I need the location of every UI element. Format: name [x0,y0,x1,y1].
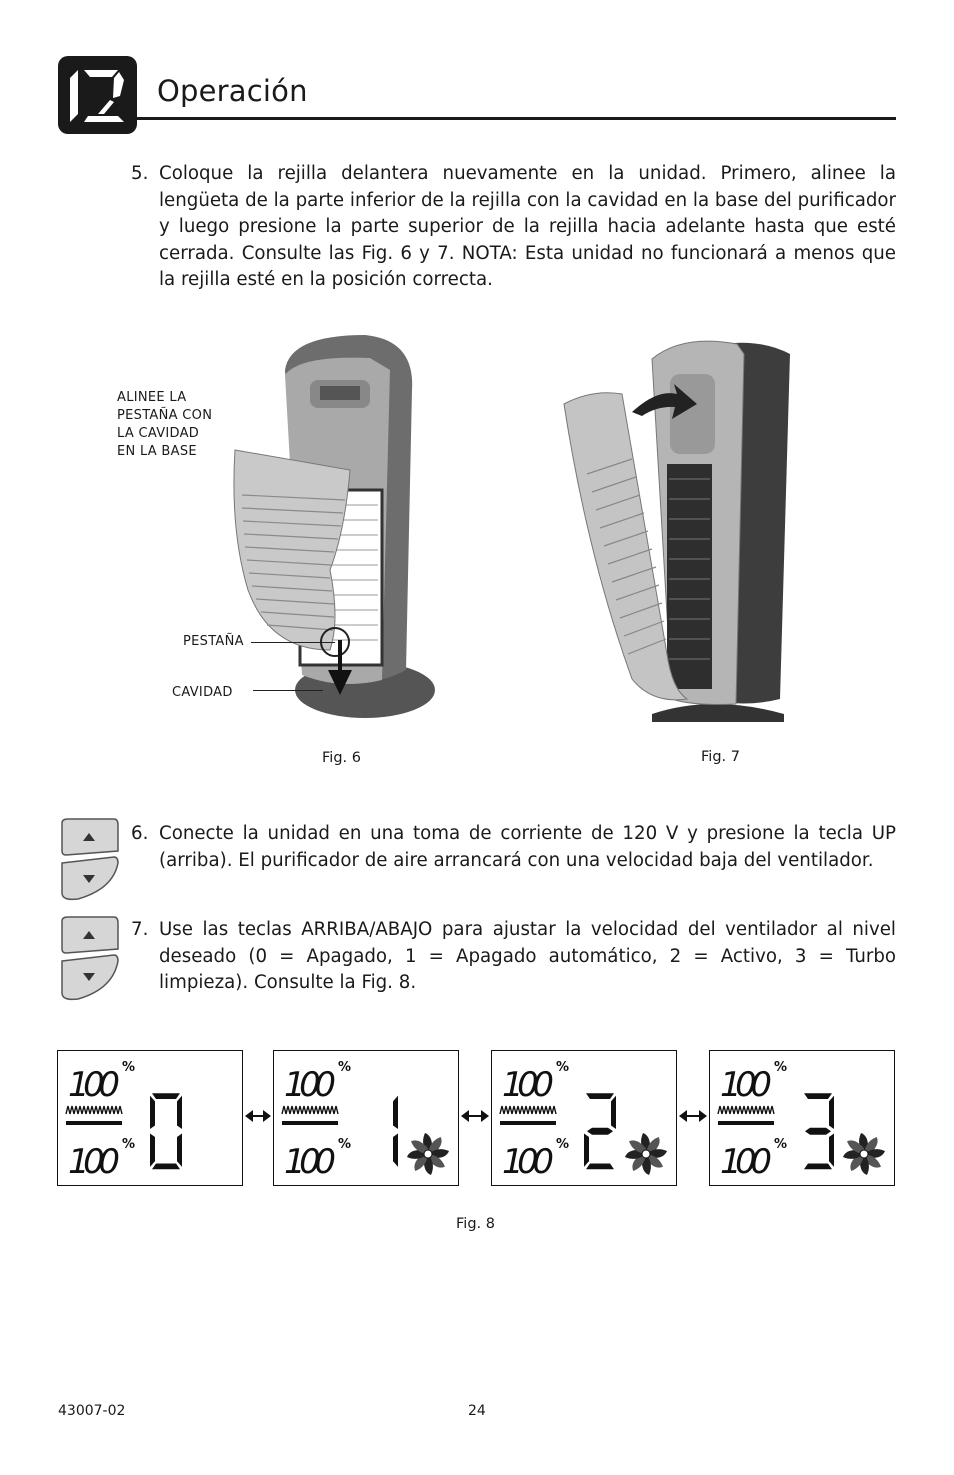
lcd-bottom-unit: % [338,1137,352,1152]
lcd-top-unit: % [556,1060,570,1075]
step-number: 6. [131,823,149,844]
lcd-bottom-unit: % [774,1137,788,1152]
footer-doc-number: 43007-02 [58,1403,126,1419]
fan-icon [843,1133,885,1175]
double-arrow-icon [245,1108,271,1124]
title-rule [136,117,896,120]
lcd-wave-bars [718,1106,774,1114]
lcd-speed-digit [584,1093,616,1169]
lcd-display [273,1050,459,1186]
fig6-callout-tab: PESTAÑA [183,634,244,649]
lcd-bottom-value: 100 [68,1142,120,1182]
lcd-wave-bars [282,1106,338,1114]
lcd-top-value: 100 [284,1065,336,1105]
fig6-leader-tab [251,642,335,643]
fig7-caption: Fig. 7 [701,749,740,765]
fig8-caption: Fig. 8 [456,1216,495,1232]
lcd-display [709,1050,895,1186]
lcd-display [57,1050,243,1186]
lcd-speed-digit [393,1096,398,1167]
fig6-callout-align: ALINEE LA PESTAÑA CON LA CAVIDAD EN LA BASE [117,390,213,459]
lcd-top-value: 100 [68,1065,120,1105]
lcd-level-bar [66,1121,122,1125]
clock-digit-icon [58,56,137,134]
lcd-bottom-value: 100 [502,1142,554,1182]
lcd-level-bar [718,1121,774,1125]
fig6-illustration [230,330,440,730]
step-text: Use las teclas ARRIBA/ABAJO para ajustar la velocidad del ventilador al nivel deseado (0 = Apagado, 1 = Apagado automático, 2 = Activo, 3 = Turbo limpieza). Consulte la Fig. 8. [159,919,896,993]
lcd-bottom-unit: % [122,1137,136,1152]
lcd-top-value: 100 [720,1065,772,1105]
lcd-bottom-value: 100 [720,1142,772,1182]
page-title: Operación [157,74,308,108]
lcd-top-unit: % [774,1060,788,1075]
lcd-top-unit: % [122,1060,136,1075]
lcd-speed-digit [150,1093,182,1169]
up-down-keys-icon [58,817,120,901]
footer-page-number: 24 [468,1403,486,1419]
double-arrow-icon [461,1108,489,1124]
lcd-top-unit: % [338,1060,352,1075]
up-down-keys-icon [58,915,120,1001]
lcd-level-bar [282,1121,338,1125]
header-icon [58,56,137,134]
fan-icon [407,1133,449,1175]
step-number: 5. [131,163,149,184]
lcd-wave-bars [500,1106,556,1114]
step-text: Coloque la rejilla delantera nuevamente en la unidad. Primero, alinee la lengüeta de la parte inferior de la rejilla con la cavidad en la base del purificador y luego presione la parte superior de la rejilla hacia adelante hasta que esté cerrada. Consulte las Fig. 6 y 7. NOTA: Esta unidad no funcionará a menos que la rejilla esté en la posición correcta. [159,163,896,290]
fig6-leader-cavity [253,690,323,691]
lcd-level-bar [500,1121,556,1125]
lcd-top-value: 100 [502,1065,554,1105]
fan-icon [625,1133,667,1175]
step-number: 7. [131,919,149,940]
lcd-bottom-unit: % [556,1137,570,1152]
fig6-callout-cavity: CAVIDAD [172,685,233,700]
fig6-caption: Fig. 6 [322,750,361,766]
step-text: Conecte la unidad en una toma de corriente de 120 V y presione la tecla UP (arriba). El purificador de aire arrancará con una velocidad baja del ventilador. [159,823,896,871]
lcd-wave-bars [66,1106,122,1114]
lcd-speed-digit [804,1093,834,1169]
double-arrow-icon [679,1108,707,1124]
lcd-display [491,1050,677,1186]
fig7-illustration [562,334,792,724]
lcd-bottom-value: 100 [284,1142,336,1182]
